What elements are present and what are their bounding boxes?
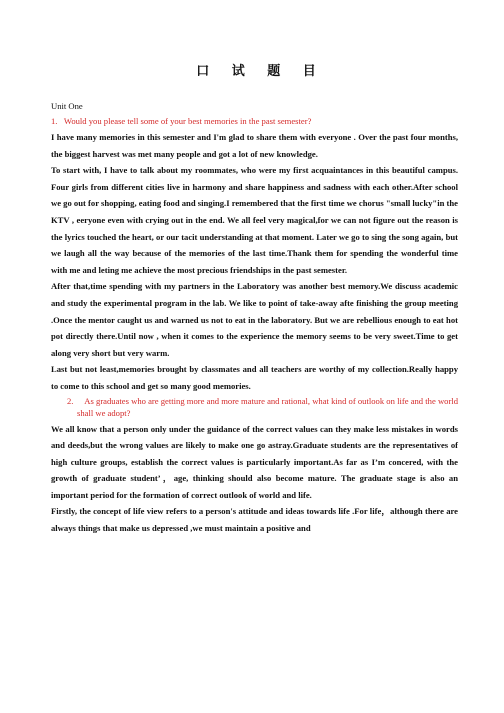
answer-2-paragraph-1: We all know that a person only under the guidance of the correct values can they make less mistakes in words and deeds,but the wrong values are likely to make one go astray.Graduate students are the representatives of high culture groups, establish the correct values is particularly important.As far as I’m concered, with the growth of graduate student’，age, thinking should also become mature. The graduate stage is also an important period for the formation of correct outlook of world and life. [51, 423, 458, 500]
question-2: 2. As graduates who are getting more and more mature and rational, what kind of outlook on life and the world shall we adopt? [67, 395, 458, 418]
answer-2-paragraph-2: Firstly, the concept of life view refers to a person's attitude and ideas towards life .For life，although there are always things that make us depressed ,we must maintain a positive and [51, 506, 458, 534]
question-1: 1. Would you please tell some of your best memories in the past semester? [51, 116, 312, 126]
answer-1-paragraph-1: I have many memories in this semester and I'm glad to share them with everyone . Over the past four months, the biggest harvest was met many people and got a lot of new knowledge. [51, 132, 458, 159]
answer-1-paragraph-3: After that,time spending with my partners in the Laboratory was another best memory.We discuss academic and study the experimental program in the lab. We like to point of take-away afte finishing the group meeting .Once the mentor caught us and warned us not to eat in the laboratory. But we are rebellious enough to eat hot pot directly there.Until now , when it comes to the experience the memory seems to be very sweet.Time to get along very short but very warm. [51, 281, 458, 358]
unit-label: Unit One [51, 101, 83, 111]
answer-1-paragraph-4: Last but not least,memories brought by classmates and all teachers are worthy of my collection.Really happy to come to this school and get so many good memories. [51, 364, 458, 391]
document-title: 口 试 题 目 [196, 64, 325, 79]
answer-1-paragraph-2: To start with, I have to talk about my roommates, who were my first acquaintances in this beautiful campus. Four girls from different cities live in harmony and share happiness and sadness with each other.After school we go out for shopping, eating food and singing.I remembered that the first time we chorus "small lucky"in the KTV , eeryone even with crying out in the end. We all feel very magical,for we can not figure out the reason is the lyrics touched the heart, or our tacit understanding at that moment. Later we go to sing the song again, but we laugh all the way because of the memories of the last time.Thank them for spending the wonderful time with me and leting me achieve the most precious friendships in the past semester. [51, 165, 458, 275]
